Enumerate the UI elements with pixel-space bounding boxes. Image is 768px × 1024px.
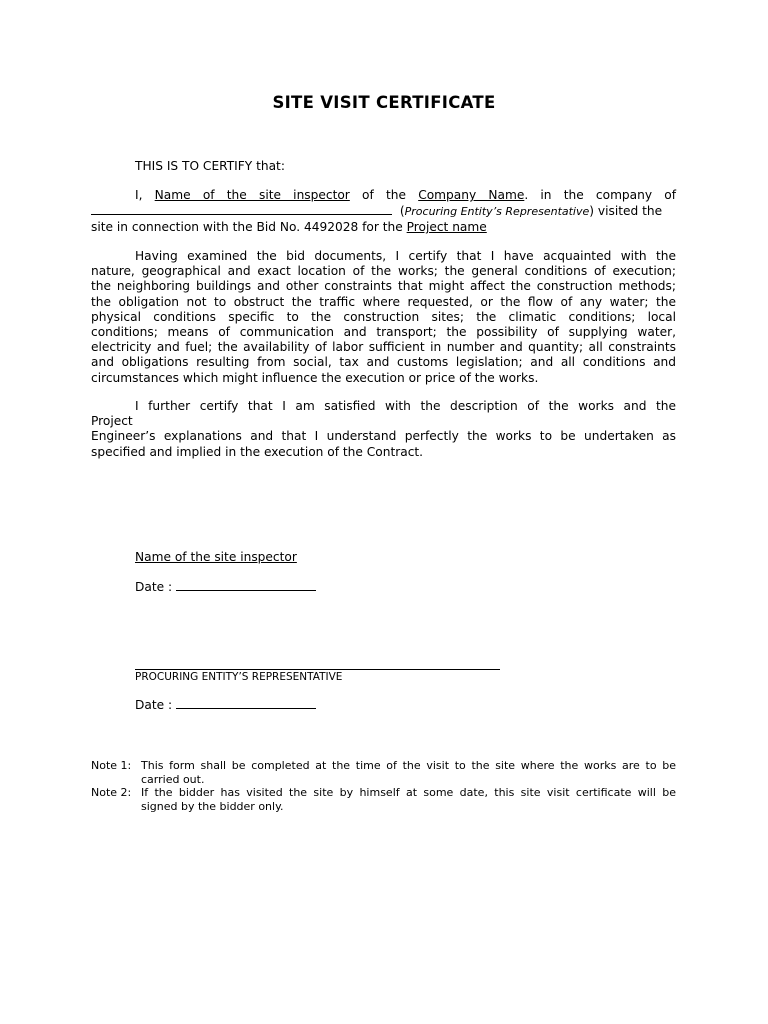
note-text-line1: If the bidder has visited the site by himself at some date, this site visit certificate will be — [141, 786, 676, 799]
note-label: Note 1: — [91, 759, 132, 772]
document-title: SITE VISIT CERTIFICATE — [272, 93, 496, 112]
para1-in-company: . in the company of — [524, 188, 677, 202]
inspector-date-row — [135, 580, 316, 595]
note-item — [91, 759, 676, 786]
para3-line: Engineer’s explanations and that I understand perfectly the works to be undertaken as — [91, 429, 676, 444]
inspector-date-line — [176, 580, 316, 591]
para2-line: the obligation not to obstruct the traffic where requested, or the flow of any water; the — [91, 294, 676, 309]
paragraph-bid-examination — [91, 249, 676, 386]
para3-line: specified and implied in the execution of the Contract. — [91, 444, 424, 459]
para2-line: and obligations resulting from social, tax and customs legislation; and all conditions and — [91, 355, 676, 370]
para2-line: physical conditions specific to the construction sites; the climatic conditions; local — [91, 309, 676, 324]
note-item — [91, 786, 676, 813]
company-name-field: Company Name — [418, 188, 525, 202]
representative-date-label: Date : — [135, 698, 173, 712]
representative-open: ( — [399, 204, 405, 218]
para2-line: nature, geographical and exact location of the works; the general conditions of execution; — [91, 264, 676, 279]
para1-line2 — [91, 204, 676, 219]
note-text-line2: signed by the bidder only. — [141, 799, 284, 813]
representative-date-row — [135, 698, 316, 713]
note-text-line2: carried out. — [141, 772, 205, 786]
representative-role: PROCURING ENTITY’S REPRESENTATIVE — [135, 671, 343, 683]
representative-date-line — [176, 698, 316, 709]
note-text-line1: This form shall be completed at the time of the visit to the site where the works are to be — [141, 759, 676, 772]
para1-line3 — [91, 220, 487, 235]
note-label: Note 2: — [91, 786, 132, 799]
notes-section — [91, 759, 676, 813]
representative-visited: ) visited the — [589, 204, 663, 218]
para1-of-the: of the — [362, 188, 406, 202]
blank-company-line — [91, 204, 392, 215]
para2-line: circumstances which might influence the execution or price of the works. — [91, 370, 539, 385]
bid-text: site in connection with the Bid No. 4492028 for the — [91, 220, 403, 234]
para1-line1 — [135, 188, 676, 203]
inspector-name-field: Name of the site inspector — [154, 188, 350, 202]
para2-line: the neighboring buildings and other constraints that might affect the construction methods; — [91, 279, 676, 294]
para2-line: electricity and fuel; the availability of labor sufficient in number and quantity; all constraints — [91, 340, 676, 355]
para3-line: Project — [91, 414, 133, 429]
para1-i: I, — [135, 188, 143, 202]
representative-text: Procuring Entity’s Representative — [404, 205, 590, 218]
para2-line: Having examined the bid documents, I certify that I have acquainted with the — [135, 249, 676, 263]
project-name-field: Project name — [406, 220, 487, 234]
para2-line: conditions; means of communication and transport; the possibility of supplying water, — [91, 325, 676, 340]
inspector-date-label: Date : — [135, 580, 173, 594]
inspector-signature-name: Name of the site inspector — [135, 550, 297, 564]
representative-signature-line — [135, 669, 500, 670]
paragraph-further-certify — [91, 399, 676, 460]
certify-intro: THIS IS TO CERTIFY that: — [135, 159, 285, 173]
para3-line: I further certify that I am satisfied with the description of the works and the — [135, 399, 676, 413]
